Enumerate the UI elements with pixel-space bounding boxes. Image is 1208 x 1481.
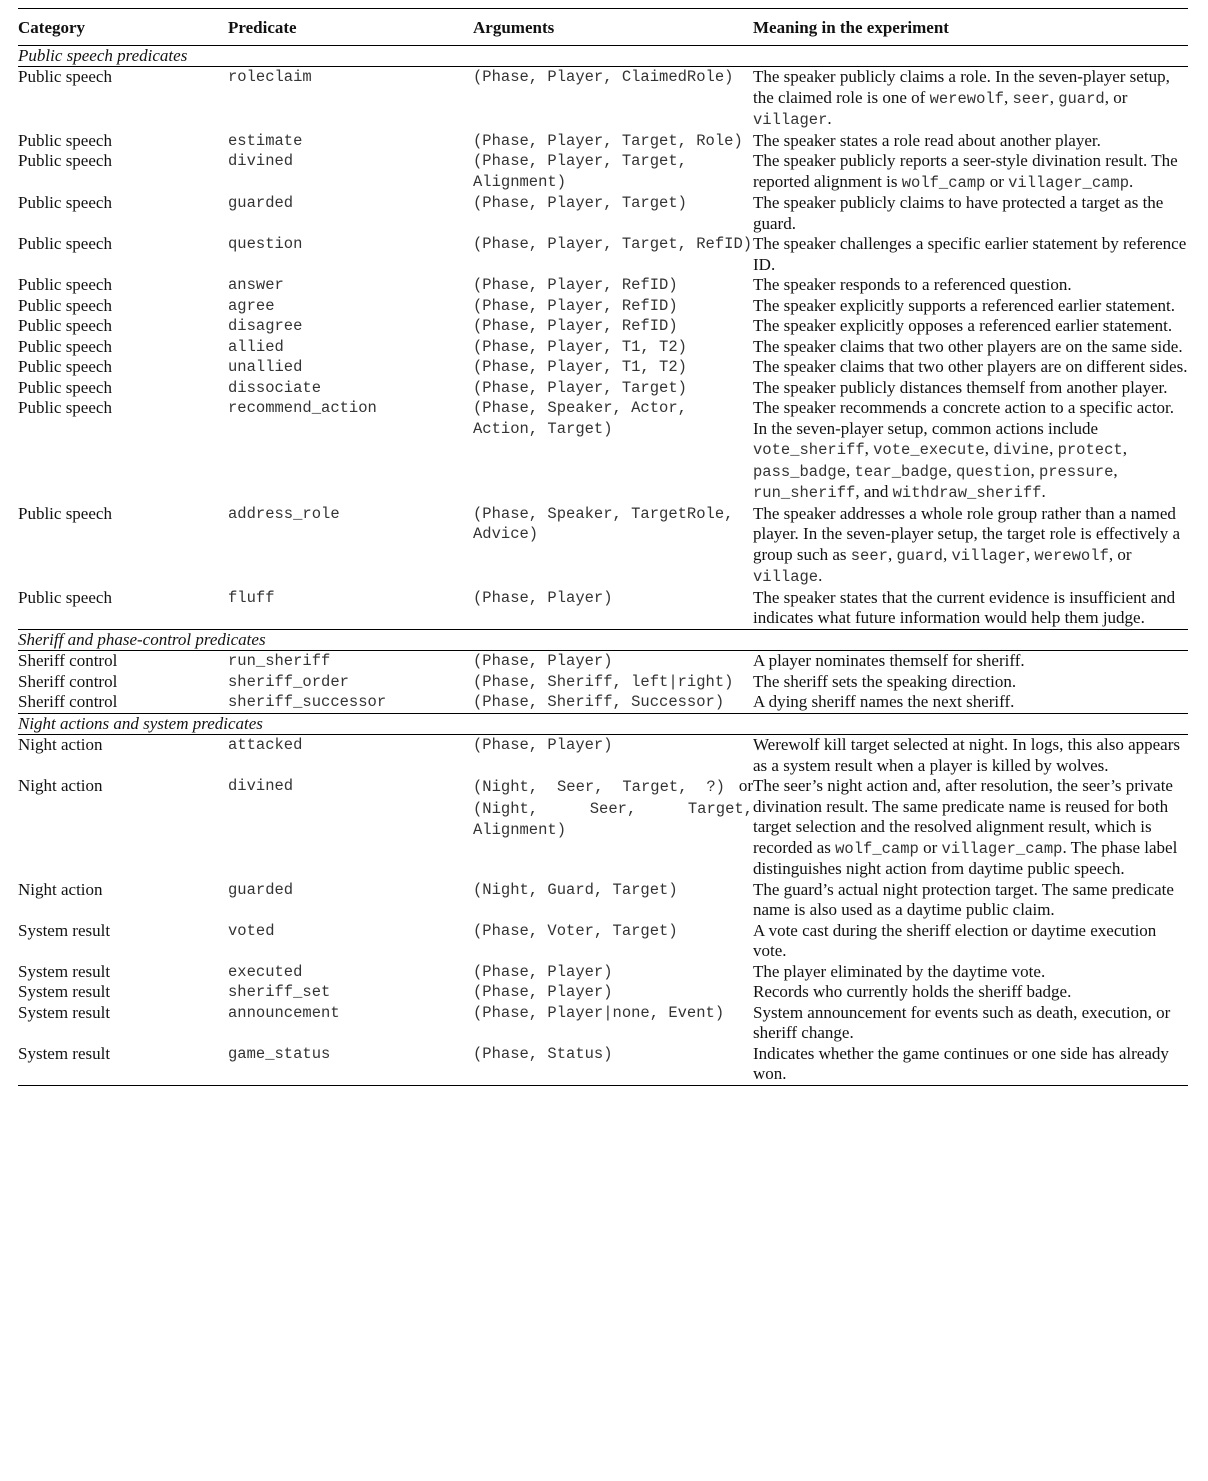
text-run: ,: [846, 460, 855, 480]
cell-predicate: run_sheriff: [228, 652, 331, 670]
text-run: The sheriff sets the speaking direction.: [753, 671, 1017, 691]
cell-arguments: (Phase, Player): [473, 962, 613, 981]
table-body: [18, 45, 1188, 1085]
text-run: ,: [942, 544, 952, 564]
text-run: Records who currently holds the sheriff badge.: [753, 982, 1072, 1001]
inline-code: protect: [1057, 441, 1123, 459]
table-row: [18, 398, 1188, 504]
cell-category: Public speech: [18, 377, 112, 397]
cell-meaning: [753, 357, 1188, 378]
table-row: [18, 880, 1188, 921]
cell-category: Public speech: [18, 295, 112, 315]
text-run: The speaker publicly claims to have protected a target as the guard.: [753, 193, 1164, 233]
text-run: The speaker claims that two other players are on the same side.: [753, 336, 1183, 356]
cell-predicate: game_status: [228, 1044, 473, 1086]
text-run: , or: [1108, 544, 1132, 564]
cell-arguments: (Phase, Player): [473, 983, 613, 1001]
cell-arguments: (Phase, Player|none, Event): [473, 1003, 725, 1022]
cell-predicate: guarded: [228, 194, 294, 212]
text-run: The speaker states a role read about another player.: [753, 130, 1101, 150]
cell-meaning: [753, 880, 1188, 921]
table-row: [18, 672, 1188, 693]
inline-code: seer: [850, 546, 888, 565]
cell-meaning: [753, 962, 1188, 983]
cell-category: System result: [18, 1044, 228, 1086]
text-run: ,: [864, 439, 874, 458]
header-category: Category: [18, 9, 228, 46]
cell-predicate: sheriff_successor: [228, 693, 387, 711]
inline-code: villager_camp: [941, 839, 1063, 858]
text-run: System announcement for events such as death, execution, or sheriff change.: [753, 1002, 1171, 1042]
cell-predicate: attacked: [228, 736, 303, 754]
cell-predicate: dissociate: [228, 378, 322, 397]
section-title: Public speech predicates: [18, 45, 1188, 67]
cell-category: Public speech: [18, 67, 112, 86]
inline-code: pressure: [1038, 462, 1114, 481]
cell-meaning: [753, 296, 1188, 317]
cell-arguments: (Phase, Player, RefID): [473, 296, 678, 315]
inline-code: werewolf: [1034, 546, 1109, 565]
text-run: A vote cast during the sheriff election or daytime execution vote.: [753, 920, 1157, 960]
cell-predicate: divined: [228, 152, 294, 170]
text-run: ,: [984, 439, 994, 458]
cell-arguments: (Phase, Player, T1, T2): [473, 337, 687, 356]
cell-arguments: (Phase, Speaker, Actor, Action, Target): [473, 399, 687, 438]
cell-meaning: [753, 378, 1188, 399]
cell-category: Public speech: [18, 398, 112, 417]
inline-code: divine: [993, 441, 1050, 459]
cell-meaning: [753, 151, 1188, 193]
cell-meaning: [753, 504, 1188, 588]
text-run: Indicates whether the game continues or one side has already won.: [753, 1043, 1169, 1083]
section-title: Sheriff and phase-control predicates: [18, 629, 1188, 651]
inline-code: werewolf: [929, 89, 1004, 108]
text-run: ,: [1122, 439, 1127, 458]
cell-predicate: unallied: [228, 358, 303, 376]
inline-code: tear_badge: [854, 462, 948, 481]
cell-predicate: voted: [228, 921, 275, 940]
inline-code: villager: [753, 111, 828, 129]
table-row: [18, 151, 1188, 193]
table-row: [18, 1044, 1188, 1086]
inline-code: (Night, Seer, Target, Alignment): [473, 799, 753, 839]
header-meaning: Meaning in the experiment: [753, 9, 1188, 46]
text-run: The speaker explicitly supports a referenced earlier statement.: [753, 295, 1175, 315]
cell-category: Sheriff control: [18, 692, 118, 711]
text-run: The guard’s actual night protection target. The same predicate name is also used as a daytime public claim.: [753, 879, 1174, 919]
cell-arguments: (Phase, Player): [473, 736, 613, 754]
table-row: [18, 296, 1188, 317]
text-run: ,: [1030, 460, 1039, 480]
cell-meaning: [753, 588, 1188, 630]
table-row: [18, 131, 1188, 152]
cell-arguments: (Phase, Player, Target): [473, 194, 687, 212]
text-run: .: [1041, 482, 1046, 501]
cell-category: Sheriff control: [18, 651, 118, 670]
header-row: [18, 9, 1188, 46]
cell-category: System result: [18, 920, 111, 940]
section-title: Night actions and system predicates: [18, 713, 1188, 735]
table-row: [18, 234, 1188, 275]
text-run: . The phase label distinguishes night action from daytime public speech.: [753, 837, 1178, 878]
text-run: The speaker addresses a whole role group rather than a named player. In the seven-player setup, the target role is effectively a group such as: [753, 503, 1181, 564]
cell-arguments: (Phase, Player): [473, 588, 613, 607]
table-row: [18, 378, 1188, 399]
inline-code: seer: [1012, 89, 1050, 108]
text-run: ,: [1003, 87, 1013, 107]
cell-arguments: (Phase, Voter, Target): [473, 921, 678, 940]
cell-predicate: answer: [228, 276, 284, 294]
cell-meaning: [753, 672, 1188, 693]
cell-arguments: (Phase, Player, Target, Role): [473, 131, 743, 150]
text-run: A dying sheriff names the next sheriff.: [753, 692, 1015, 711]
text-run: The speaker explicitly opposes a referenced earlier statement.: [753, 316, 1173, 335]
cell-arguments: (Phase, Sheriff, left|right): [473, 672, 734, 691]
cell-arguments: (Phase, Player, Target, RefID): [473, 235, 753, 253]
cell-predicate: allied: [228, 337, 284, 356]
cell-arguments: (Night, Guard, Target): [473, 880, 678, 899]
text-run: ,: [887, 544, 897, 564]
cell-arguments: (Phase, Player, ClaimedRole): [473, 68, 734, 86]
cell-predicate: estimate: [228, 131, 303, 150]
cell-meaning: [753, 982, 1188, 1003]
cell-meaning: [753, 651, 1188, 672]
cell-predicate: address_role: [228, 504, 340, 523]
cell-arguments: (Phase, Player, Target, Alignment): [473, 152, 687, 191]
cell-category: Public speech: [18, 151, 112, 170]
cell-predicate: recommend_action: [228, 399, 377, 417]
cell-predicate: roleclaim: [228, 68, 312, 86]
inline-code: wolf_camp: [835, 839, 919, 858]
cell-category: Night action: [18, 776, 103, 795]
cell-arguments: (Phase, Player, RefID): [473, 276, 678, 294]
table-row: [18, 651, 1188, 672]
cell-category: Public speech: [18, 130, 112, 150]
cell-arguments: (Phase, Player): [473, 652, 613, 670]
table-row: [18, 316, 1188, 337]
cell-category: Public speech: [18, 336, 112, 356]
cell-arguments: (Phase, Status): [473, 1044, 753, 1086]
text-run: The seer’s night action and, after resolution, the seer’s private divination result. The same predicate name is reused for both target selection and the resolved alignment result, which is recorded as: [753, 776, 1173, 857]
cell-arguments: (Phase, Player, RefID): [473, 317, 678, 335]
inline-code: villager_camp: [1008, 173, 1130, 192]
cell-arguments: [473, 776, 753, 880]
text-run: ,: [1025, 544, 1035, 564]
cell-predicate: divined: [228, 777, 294, 795]
text-run: or: [985, 171, 1009, 191]
text-run: The speaker publicly reports a seer-style divination result. The reported alignment is: [753, 151, 1178, 191]
cell-predicate: guarded: [228, 880, 294, 899]
text-run: ,: [1113, 460, 1118, 480]
table-row: [18, 193, 1188, 234]
text-run: The player eliminated by the daytime vote.: [753, 961, 1046, 981]
predicate-table: [18, 8, 1188, 1086]
cell-arguments: (Phase, Speaker, TargetRole, Advice): [473, 504, 734, 543]
cell-meaning: [753, 735, 1188, 777]
cell-category: Public speech: [18, 234, 112, 253]
cell-category: System result: [18, 982, 111, 1001]
cell-category: System result: [18, 961, 111, 981]
cell-category: Public speech: [18, 357, 112, 376]
text-run: Werewolf kill target selected at night. In logs, this also appears as a system result when a player is killed by wolves.: [753, 735, 1180, 775]
text-run: or: [724, 776, 753, 795]
table-row: [18, 1003, 1188, 1044]
cell-predicate: sheriff_order: [228, 672, 349, 691]
cell-meaning: [753, 1044, 1188, 1086]
table-row: [18, 67, 1188, 131]
text-run: ,: [1049, 87, 1059, 107]
text-run: , and: [855, 482, 893, 501]
text-run: The speaker challenges a specific earlier statement by reference ID.: [753, 234, 1187, 274]
table-row: [18, 337, 1188, 358]
table-row: [18, 588, 1188, 630]
inline-code: run_sheriff: [753, 484, 856, 502]
cell-predicate: disagree: [228, 317, 303, 335]
text-run: .: [818, 566, 823, 585]
text-run: The speaker publicly claims a role. In the seven-player setup, the claimed role is one of: [753, 67, 1170, 107]
cell-arguments: (Phase, Player, Target): [473, 378, 687, 397]
inline-code: withdraw_sheriff: [892, 484, 1042, 502]
cell-category: Night action: [18, 735, 103, 754]
text-run: .: [1129, 171, 1134, 191]
inline-code: villager: [951, 546, 1026, 565]
text-run: ,: [1049, 439, 1058, 458]
table-header: [18, 9, 1188, 46]
table-row: [18, 982, 1188, 1003]
cell-category: Public speech: [18, 275, 112, 294]
table-row: [18, 735, 1188, 777]
cell-predicate: question: [228, 235, 303, 253]
inline-code: vote_sheriff: [753, 441, 865, 459]
cell-meaning: [753, 692, 1188, 713]
inline-code: question: [956, 462, 1031, 481]
text-run: The speaker claims that two other players are on different sides.: [753, 357, 1188, 376]
cell-predicate: fluff: [228, 588, 275, 607]
cell-predicate: announcement: [228, 1003, 340, 1022]
table-row: [18, 776, 1188, 880]
inline-code: guard: [896, 546, 943, 565]
header-predicate: Predicate: [228, 9, 473, 46]
cell-predicate: agree: [228, 296, 275, 315]
cell-meaning: [753, 337, 1188, 358]
cell-meaning: [753, 398, 1188, 504]
inline-code: (Night, Seer, Target, ?): [473, 778, 725, 796]
table-row: [18, 921, 1188, 962]
text-run: The speaker recommends a concrete action to a specific actor. In the seven-player setup, common actions include: [753, 398, 1175, 438]
text-run: ,: [947, 460, 957, 480]
inline-code: village: [753, 568, 819, 586]
text-run: The speaker publicly distances themself from another player.: [753, 377, 1168, 397]
table-row: [18, 275, 1188, 296]
inline-code: vote_execute: [873, 441, 985, 459]
table-row: [18, 692, 1188, 713]
table-row: [18, 962, 1188, 983]
cell-category: Public speech: [18, 503, 112, 523]
cell-meaning: [753, 67, 1188, 131]
table-row: [18, 504, 1188, 588]
cell-meaning: [753, 234, 1188, 275]
cell-meaning: [753, 193, 1188, 234]
section-header-row: [18, 629, 1188, 651]
cell-category: Public speech: [18, 587, 112, 607]
text-run: The speaker responds to a referenced question.: [753, 275, 1072, 294]
section-header-row: [18, 45, 1188, 67]
cell-meaning: [753, 131, 1188, 152]
cell-meaning: [753, 275, 1188, 296]
text-run: , or: [1104, 87, 1128, 107]
cell-predicate: sheriff_set: [228, 983, 331, 1001]
inline-code: pass_badge: [753, 462, 847, 481]
text-run: .: [827, 109, 832, 128]
text-run: or: [918, 837, 942, 857]
cell-meaning: [753, 921, 1188, 962]
header-arguments: Arguments: [473, 9, 753, 46]
table-row: [18, 357, 1188, 378]
cell-category: System result: [18, 1002, 111, 1022]
cell-predicate: executed: [228, 962, 303, 981]
text-run: A player nominates themself for sheriff.: [753, 651, 1025, 670]
cell-category: Public speech: [18, 316, 112, 335]
cell-arguments: (Phase, Sheriff, Successor): [473, 693, 725, 711]
inline-code: guard: [1058, 89, 1105, 108]
cell-meaning: [753, 1003, 1188, 1044]
cell-meaning: [753, 776, 1188, 880]
section-header-row: [18, 713, 1188, 735]
cell-category: Night action: [18, 879, 103, 899]
inline-code: wolf_camp: [901, 173, 986, 192]
text-run: The speaker states that the current evidence is insufficient and indicates what future information would help them judge.: [753, 587, 1176, 627]
cell-category: Sheriff control: [18, 671, 118, 691]
cell-meaning: [753, 316, 1188, 337]
cell-category: Public speech: [18, 193, 112, 212]
cell-arguments: (Phase, Player, T1, T2): [473, 358, 687, 376]
